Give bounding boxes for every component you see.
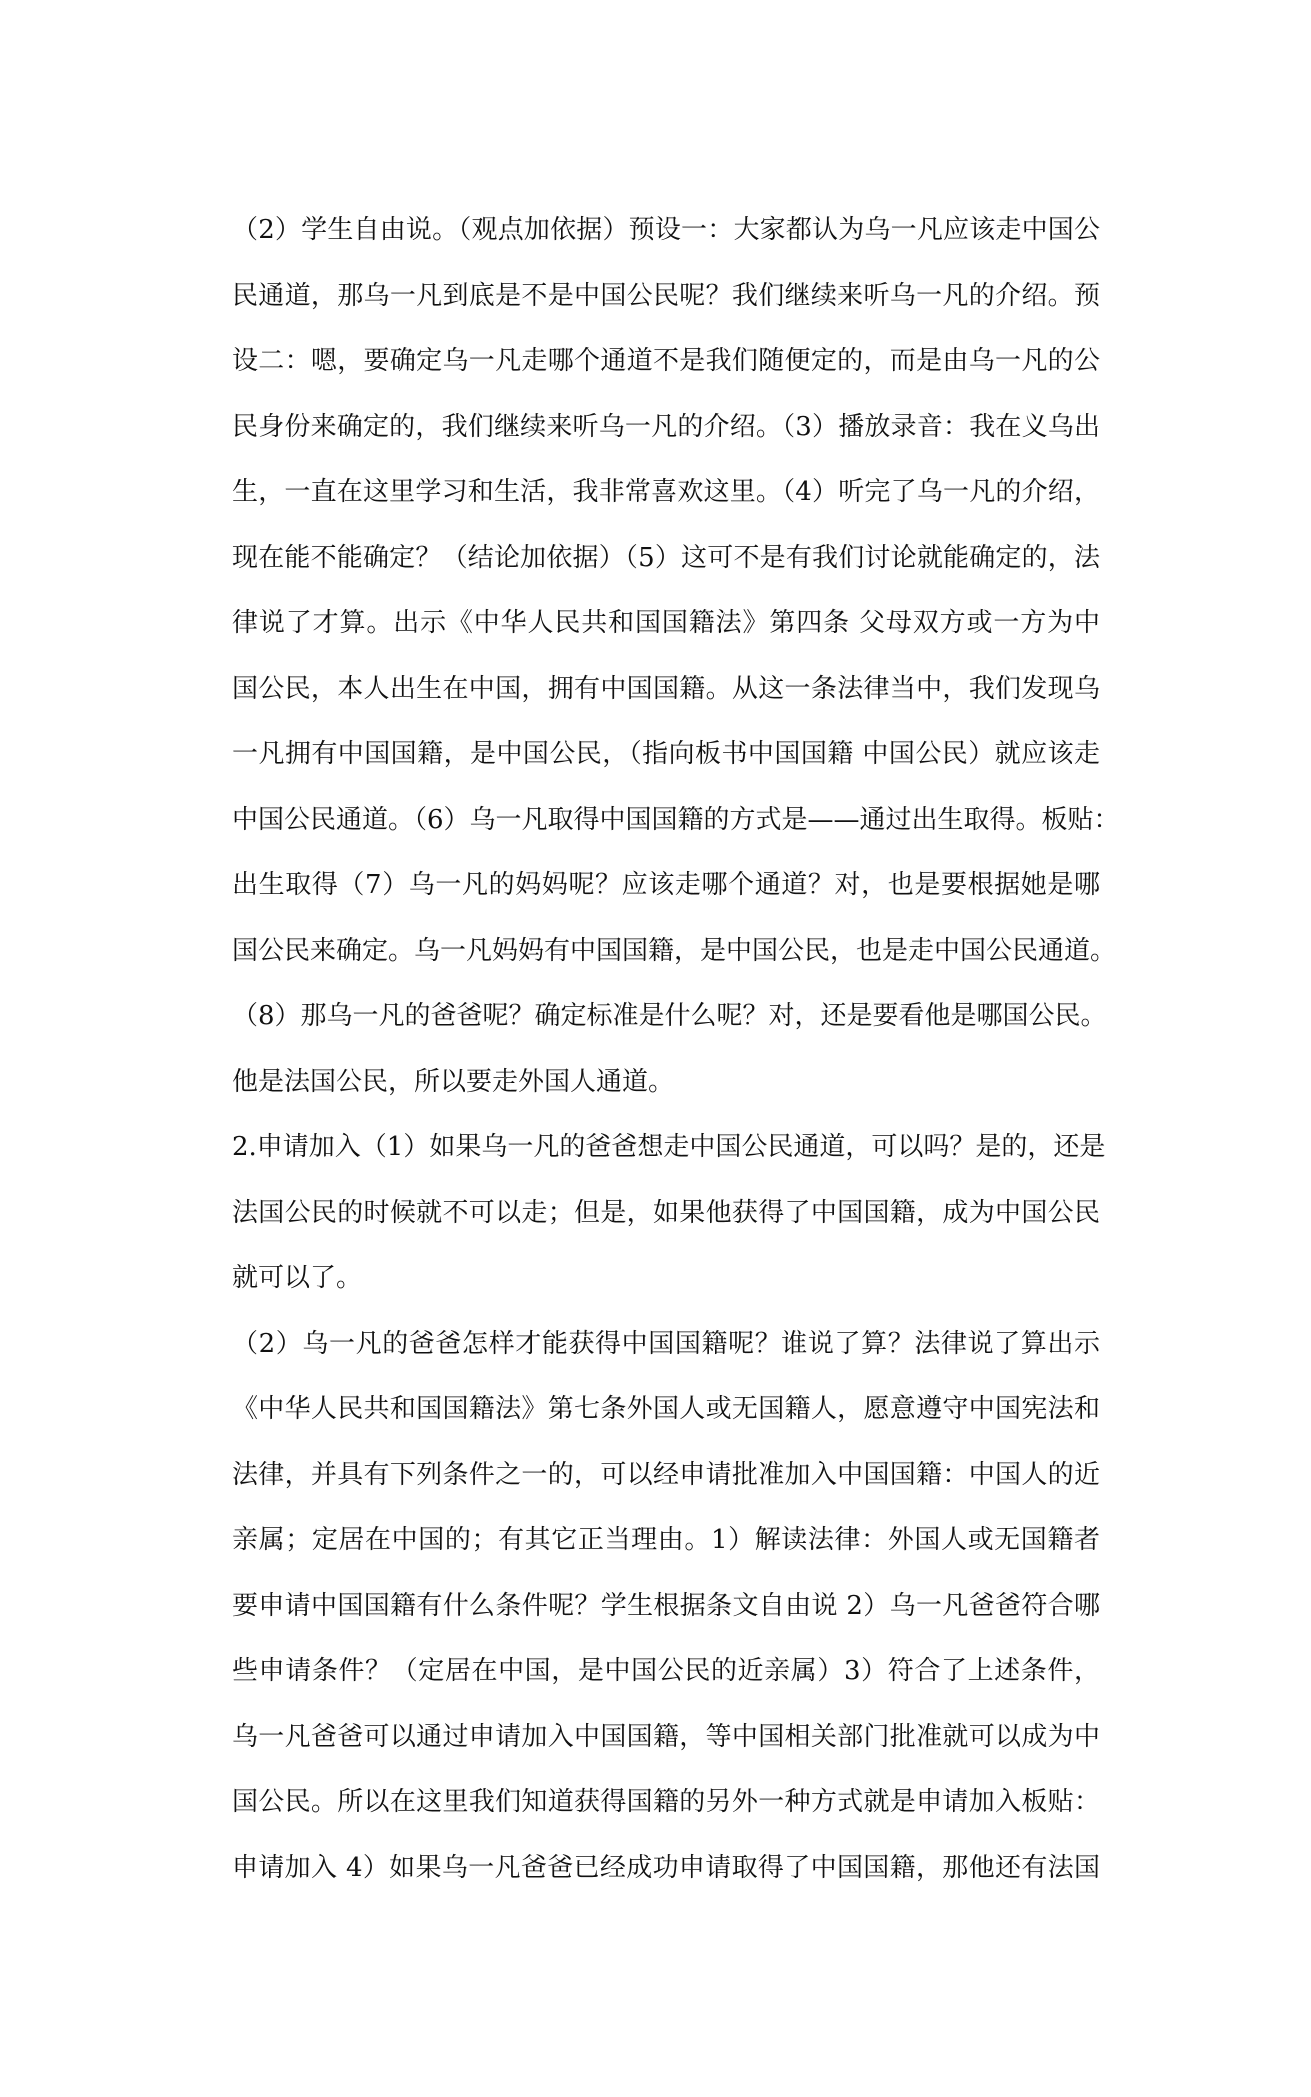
document-body xyxy=(232,198,1120,1901)
text-line: 生，一直在这里学习和生活，我非常喜欢这里。（4）听完了乌一凡的介绍， xyxy=(232,477,1100,507)
text-line: 法律，并具有下列条件之一的，可以经申请批准加入中国国籍：中国人的近 xyxy=(232,1459,1100,1490)
text-line: 亲属；定居在中国的；有其它正当理由。1）解读法律：外国人或无国籍者 xyxy=(232,1525,1100,1555)
text-line: 他是法国公民，所以要走外国人通道。 xyxy=(232,1066,675,1097)
text-line: 出生取得（7）乌一凡的妈妈呢？应该走哪个通道？对，也是要根据她是哪 xyxy=(232,870,1100,900)
text-line: 国公民来确定。乌一凡妈妈有中国国籍，是中国公民，也是走中国公民通道。 xyxy=(232,935,1117,966)
text-line: （8）那乌一凡的爸爸呢？确定标准是什么呢？对，还是要看他是哪国公民。 xyxy=(232,1001,1107,1031)
text-line: 国公民，本人出生在中国，拥有中国国籍。从这一条法律当中，我们发现乌 xyxy=(232,673,1100,704)
text-line: （2）学生自由说。（观点加依据）预设一：大家都认为乌一凡应该走中国公 xyxy=(232,215,1100,245)
text-line: 要申请中国国籍有什么条件呢？学生根据条文自由说 2）乌一凡爸爸符合哪 xyxy=(232,1590,1100,1621)
text-line: 中国公民通道。（6）乌一凡取得中国国籍的方式是——通过出生取得。板贴： xyxy=(232,804,1120,835)
text-line: 设二：嗯，要确定乌一凡走哪个通道不是我们随便定的，而是由乌一凡的公 xyxy=(232,346,1100,376)
text-line: 国公民。所以在这里我们知道获得国籍的另外一种方式就是申请加入板贴： xyxy=(232,1787,1100,1817)
text-line: 些申请条件？（定居在中国，是中国公民的近亲属）3）符合了上述条件， xyxy=(232,1656,1100,1686)
text-line: 民身份来确定的，我们继续来听乌一凡的介绍。（3）播放录音：我在义乌出 xyxy=(232,411,1100,442)
text-line: 2.申请加入（1）如果乌一凡的爸爸想走中国公民通道，可以吗？是的，还是 xyxy=(232,1132,1106,1162)
text-line: 《中华人民共和国国籍法》第七条外国人或无国籍人，愿意遵守中国宪法和 xyxy=(232,1394,1100,1424)
text-line: 乌一凡爸爸可以通过申请加入中国国籍，等中国相关部门批准就可以成为中 xyxy=(232,1721,1100,1752)
text-line: 现在能不能确定？（结论加依据）（5）这可不是有我们讨论就能确定的，法 xyxy=(232,542,1100,573)
text-line: 法国公民的时候就不可以走；但是，如果他获得了中国国籍，成为中国公民 xyxy=(232,1197,1100,1228)
text-line: 一凡拥有中国国籍，是中国公民，（指向板书中国国籍 中国公民）就应该走 xyxy=(232,739,1100,769)
text-line: （2）乌一凡的爸爸怎样才能获得中国国籍呢？谁说了算？法律说了算出示 xyxy=(232,1328,1100,1359)
text-line: 民通道，那乌一凡到底是不是中国公民呢？我们继续来听乌一凡的介绍。预 xyxy=(232,280,1100,311)
text-line: 申请加入 4）如果乌一凡爸爸已经成功申请取得了中国国籍，那他还有法国 xyxy=(232,1852,1100,1883)
text-line: 就可以了。 xyxy=(232,1263,363,1293)
text-line: 律说了才算。出示《中华人民共和国国籍法》第四条 父母双方或一方为中 xyxy=(232,608,1100,638)
